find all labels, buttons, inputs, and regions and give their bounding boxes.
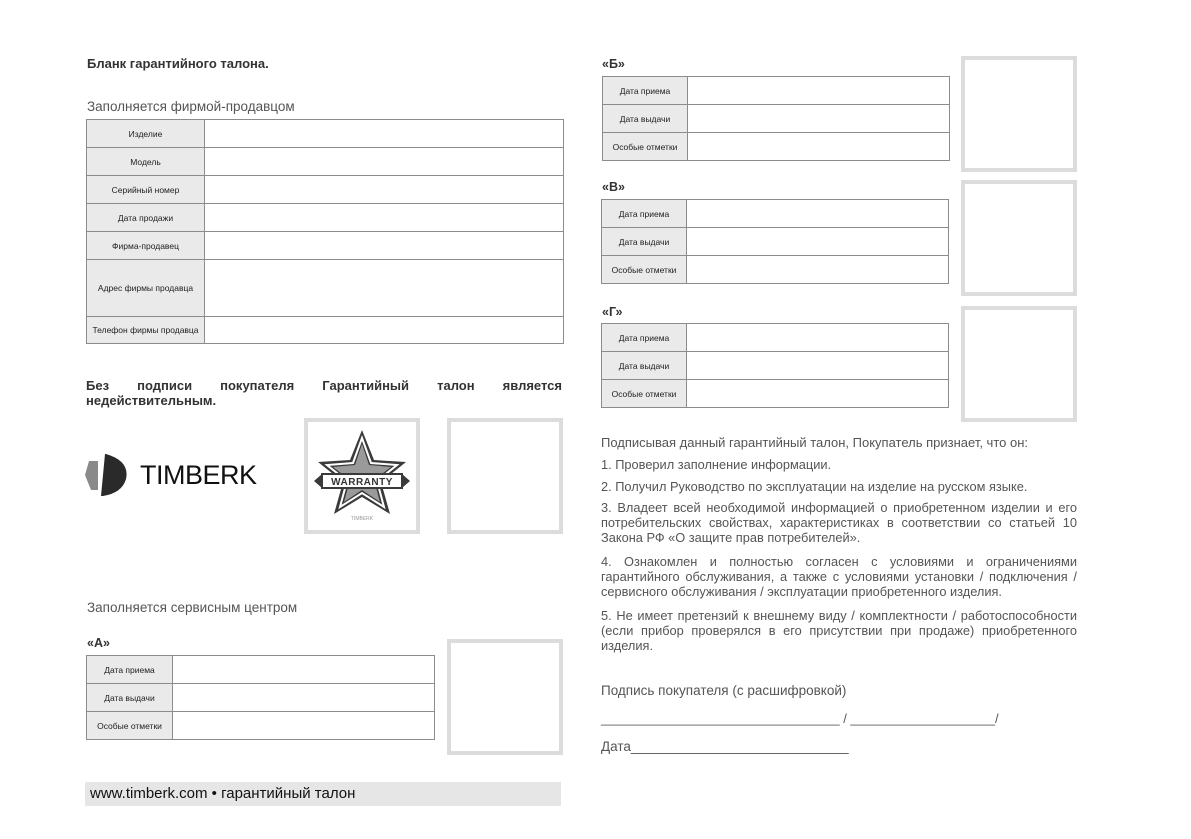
field-label: Дата выдачи [602,352,687,380]
timberk-logo [84,452,274,498]
stamp-box-g [961,306,1077,422]
field-label: Серийный номер [87,176,205,204]
field-input[interactable] [205,176,564,204]
field-label: Модель [87,148,205,176]
field-input[interactable] [688,133,950,161]
stamp-box-b [961,56,1077,172]
form-title: Бланк гарантийного талона. [87,56,269,71]
field-label: Особые отметки [87,712,173,740]
field-label: Дата выдачи [87,684,173,712]
field-input[interactable] [688,77,950,105]
brand-name: TIMBERK [140,460,257,490]
warranty-badge-box [304,418,420,534]
field-label: Адрес фирмы продавца [87,260,205,317]
statement-item: 2. Получил Руководство по эксплуатации на изделие на русском языке. [601,479,1028,494]
stamp-box-seller [447,418,563,534]
statement-item: 3. Владеет всей необходимой информацией о приобретенном изделии и его потребительских свойствах, характеристиках в соответствии со статьей 10 Закона РФ «О защите прав потребителей». [601,500,1077,545]
field-input[interactable] [687,200,949,228]
field-input[interactable] [687,352,949,380]
section-v-title: «В» [602,180,625,194]
field-label: Дата продажи [87,204,205,232]
field-input[interactable] [687,380,949,408]
signature-label: Подпись покупателя (с расшифровкой) [601,683,847,698]
field-label: Изделие [87,120,205,148]
footer-bar: www.timberk.com • гарантийный талон [85,782,561,806]
field-input[interactable] [173,712,435,740]
field-input[interactable] [205,260,564,317]
statement-item: 5. Не имеет претензий к внешнему виду / комплектности / работоспособности (если прибор проверялся в его присутствии при продаже) приобретенного изделия. [601,608,1077,653]
field-input[interactable] [205,120,564,148]
statement-item: 4. Ознакомлен и полностью согласен с условиями и ограничениями гарантийного обслуживания, а также с условиями установки / подключения / сервисного обслуживания / эксплуатации приобретенного изделия. [601,554,1077,599]
stamp-box-a [447,639,563,755]
field-input[interactable] [173,656,435,684]
statement-item: 1. Проверил заполнение информации. [601,457,832,472]
field-label: Фирма-продавец [87,232,205,260]
field-label: Особые отметки [602,380,687,408]
field-label: Дата выдачи [603,105,688,133]
service-table-g [601,323,949,408]
badge-text: WARRANTY [331,477,393,488]
warranty-star-icon [308,422,416,530]
timberk-logo-icon [84,452,130,498]
section-a-title: «А» [87,636,110,650]
signature-line[interactable]: _________________________________ / ____________________/ [601,711,999,726]
statement-intro: Подписывая данный гарантийный талон, Покупатель признает, что он: [601,435,1029,450]
stamp-box-v [961,180,1077,296]
field-label: Дата приема [602,200,687,228]
service-table-a [86,655,435,740]
field-label: Дата приема [602,324,687,352]
field-label: Дата приема [87,656,173,684]
field-input[interactable] [205,317,564,344]
service-heading: Заполняется сервисным центром [87,600,298,615]
section-b-title: «Б» [602,57,625,71]
field-input[interactable] [687,228,949,256]
field-input[interactable] [205,148,564,176]
service-table-b [602,76,950,161]
field-input[interactable] [173,684,435,712]
field-input[interactable] [205,232,564,260]
warning-text: Без подписи покупателя Гарантийный талон является недействительным. [86,378,562,408]
field-label: Телефон фирмы продавца [87,317,205,344]
field-input[interactable] [687,256,949,284]
field-label: Особые отметки [603,133,688,161]
field-input[interactable] [687,324,949,352]
seller-table [86,119,564,344]
service-table-v [601,199,949,284]
field-input[interactable] [205,204,564,232]
field-input[interactable] [688,105,950,133]
field-label: Дата приема [603,77,688,105]
date-line[interactable]: Дата_____________________________ [601,739,849,754]
seller-heading: Заполняется фирмой-продавцом [87,99,295,114]
field-label: Дата выдачи [602,228,687,256]
section-g-title: «Г» [602,305,623,319]
badge-small-text: TIMBERK [350,516,374,522]
field-label: Особые отметки [602,256,687,284]
